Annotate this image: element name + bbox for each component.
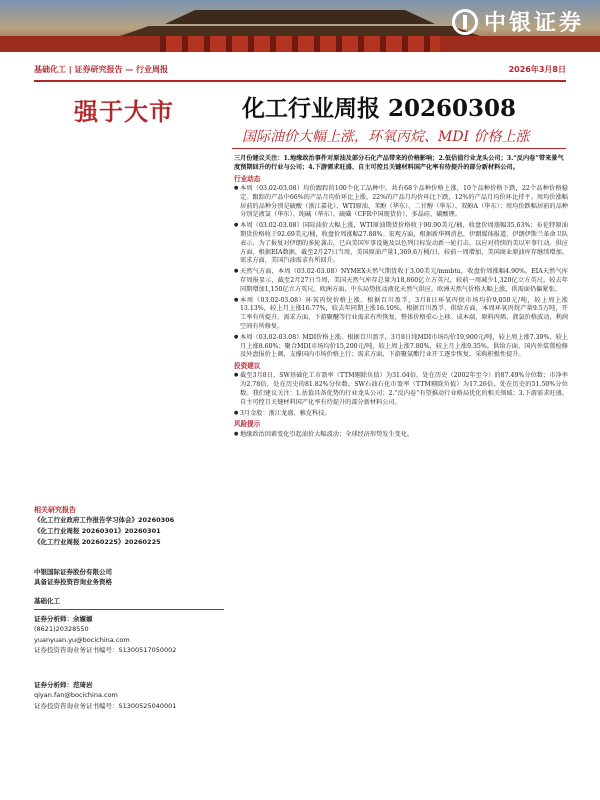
logo-text: 中银证券 bbox=[483, 11, 584, 36]
institution-block bbox=[34, 567, 112, 587]
related-report-link[interactable]: 《化工行业周报 20260301》20260301 bbox=[34, 527, 161, 536]
main-content bbox=[234, 155, 568, 442]
recommend-paragraph: ● 3月金股：浙江龙盛、雅克科技。 bbox=[234, 410, 568, 419]
risk-paragraph: ● 地缘政治因素变化引起油价大幅波动；全球经济形势发生变化。 bbox=[234, 431, 568, 440]
institution-qualification: 具备证券投资咨询业务资格 bbox=[34, 578, 112, 587]
boc-logo-icon bbox=[452, 9, 478, 35]
section-title-industry: 行业动态 bbox=[234, 174, 261, 183]
sector-label: 基础化工 bbox=[34, 597, 60, 605]
page-title: 化工行业周报 20260308 bbox=[242, 95, 517, 122]
header-divider bbox=[34, 80, 566, 82]
report-category: 基础化工 | 证券研究报告 — 行业周报 bbox=[34, 64, 169, 74]
recommend-paragraph: ● 截至3月8日，SW基础化工市盈率（TTM剔除负值）为31.04倍，处在历史（2002年至今）的87.49%分位数；市净率为2.78倍，处在历史的81.82%分位数。SW石油石化市盈率（TTM剔除负值）为17.26倍，处在历史的51.50%分位数。我们建议关注：1.估值具备优势的行业龙头公司；2.“反内卷”有望推动行业格局优化的相关领域；3.下游需求旺盛、自主可控且关键材料国产化率有待提升的部分新材料公司。 bbox=[234, 372, 568, 407]
analyst-phone: (8621)20328550 bbox=[34, 625, 89, 634]
analyst-block-2 bbox=[34, 680, 176, 711]
analyst-email[interactable]: yuanyuan.yu@bocichina.com bbox=[34, 635, 130, 644]
sector-divider bbox=[34, 609, 224, 610]
palace-roof-lower bbox=[120, 26, 480, 36]
industry-paragraph: ● 本周（03.02-03.08）环氧丙烷价格上涨。根据百川盈孚，3月8日环氧丙烷市场均价9,050元/吨，较上周上涨13.13%，较上月上涨16.77%，较去年同期上涨16.10%。根据百川盈孚，供给方面，本周环氧丙烷产量9.5万吨，开工率有所提升。需求方面，下游聚醚等行业需求有所恢复，整体价格重心上移。成本端，原料丙烯、液氯价格波动，利润空间有所修复。 bbox=[234, 297, 568, 332]
related-report-link[interactable]: 《化工行业政府工作报告学习体会》20260306 bbox=[34, 516, 175, 524]
palace-pillars bbox=[160, 36, 440, 52]
analyst-block-1 bbox=[34, 614, 176, 656]
company-logo bbox=[452, 6, 584, 37]
section-title-recommend: 投资建议 bbox=[234, 362, 261, 371]
analyst-cert: 证券投资咨询业务证书编号：S1300525040001 bbox=[34, 701, 177, 710]
palace-roof-upper bbox=[150, 10, 450, 24]
analyst-cert: 证券投资咨询业务证书编号：S1300517050002 bbox=[34, 646, 177, 655]
analyst-name: 证券分析师：余嫄嫄 bbox=[34, 615, 93, 623]
analyst-name: 证券分析师：范琦岩 bbox=[34, 681, 93, 689]
section-title-risk: 风险提示 bbox=[234, 420, 261, 429]
related-report-link[interactable]: 《化工行业周报 20260225》20260225 bbox=[34, 538, 161, 547]
title-divider bbox=[232, 148, 566, 149]
report-date: 2026年3月8日 bbox=[508, 64, 566, 74]
industry-paragraph: ● 天然气方面，本周（03.02-03.08）NYMEX天然气期货收于3.00美元/mmbtu，收盘价周涨幅4.90%。EIA天然气库存周报显示，截至2月27日当周，美国天然气库存总量为18,860亿立方英尺，较前一周减少1,320亿立方英尺，较去年同期增加1,150亿立方英尺。欧洲方面，中东局势扰动液化天然气供应，欧洲天然气价格大幅上涨，供需面仍偏紧张。 bbox=[234, 268, 568, 294]
analyst-email[interactable]: qiyan.fan@bocichina.com bbox=[34, 691, 118, 700]
summary-text: 三月份建议关注：1.地缘政治事件对原油及部分石化产品带来的价格影响；2.低估值行业龙头公司；3.“反内卷”带来景气度预期回升的行业与公司；4.下游需求旺盛、自主可控且关键材料国产化率有待提升的部分新材料公司。 bbox=[234, 155, 564, 171]
related-research bbox=[34, 505, 174, 548]
related-research-title: 相关研究报告 bbox=[34, 506, 76, 514]
industry-paragraph: ● 本周（03.02-03.08）均价跟踪的100个化工品种中，共有68个品种价格上涨，10个品种价格下跌，22个品种价格稳定。跟踪的产品中66%的产品月均价环比上涨，22%的产品月均价环比下跌，12%的产品月均价环比持平。周均价涨幅居前的品种分别是硫酸（浙江嘉化）、WTI原油、苯酚（华东）、二甘醇（华东）、双酚A（华东）；周均价跌幅居前的品种分别是液氯（华东）、纯碱（华东）、硫磺（CFR中国现货价）、多晶硅、碳酸锂。 bbox=[234, 185, 568, 220]
industry-paragraph: ● 本周（03.02-03.08）MDI价格上涨。根据百川盈孚，3月8日纯MDI市场均价19,900元/吨，较上周上涨7.39%，较上月上涨8.60%；聚合MDI市场均价15,200元/吨，较上周上涨7.80%，较上月上涨9.35%。供给方面，国内外装置检修及外盘报价上调，支撑国内市场价格上行；需求方面，下游聚氨酯行业开工逐步恢复，采购积极性提升。 bbox=[234, 334, 568, 360]
institution-name: 中银国际证券股份有限公司 bbox=[34, 568, 112, 576]
header-banner bbox=[0, 0, 600, 52]
industry-paragraph: ● 本周（03.02-03.08）国际油价大幅上涨，WTI原油期货价格收于90.90美元/桶，收盘价周涨幅35.63%；布伦特原油期货价格收于92.69美元/桶，收盘价周涨幅27.88%。宏观方面，根据新华网消息，伊朗媒体报道，伊朗伊斯兰革命卫队表示，为了报复对伊朗的多轮袭击，已向美国军事设施及以色列目标发动新一轮打击，以应对持续的美以军事行动。供应方面，根据EIA数据，截至2月27日当周，美国原油产量1,369.6万桶/日，较前一周增加，美国商业原油库存继续增加。需求方面，美国汽油需求有所回升。 bbox=[234, 222, 568, 266]
info-line bbox=[0, 58, 600, 80]
industry-rating: 强于大市 bbox=[74, 97, 174, 126]
page-subtitle: 国际油价大幅上涨，环氧丙烷、MDI 价格上涨 bbox=[242, 129, 530, 145]
